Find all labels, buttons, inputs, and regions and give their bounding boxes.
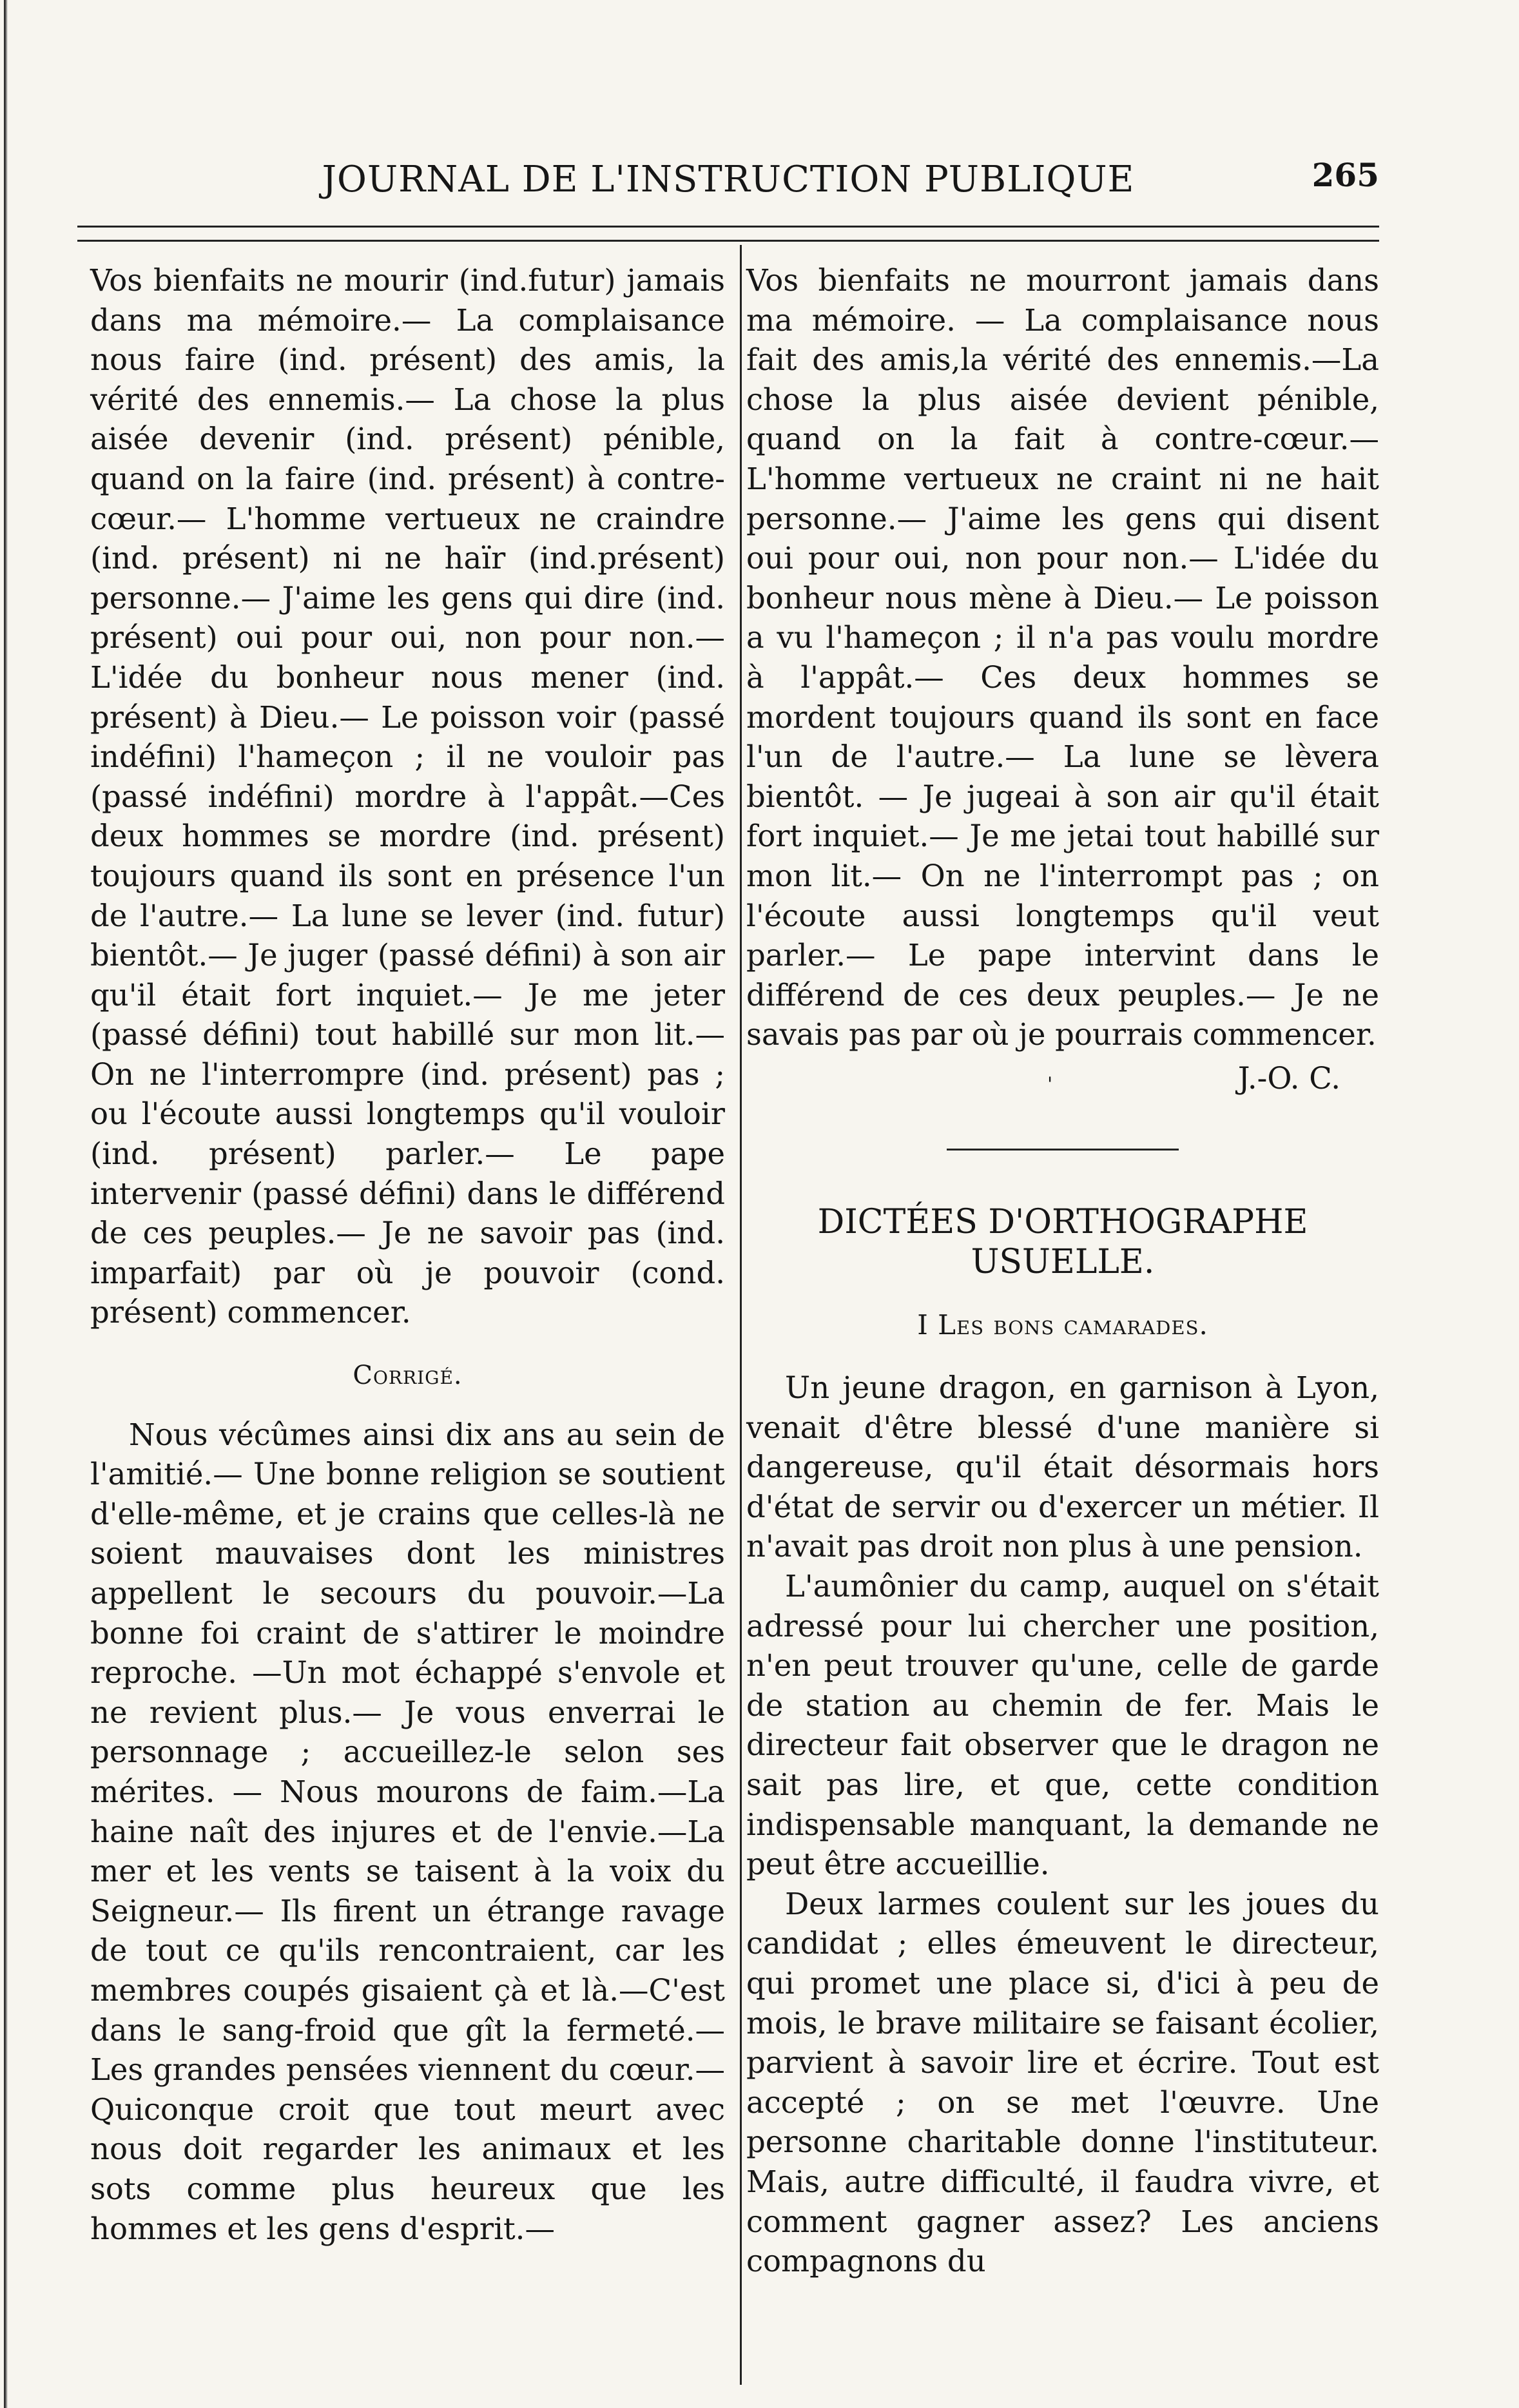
answer-text: Vos bienfaits ne mourront jamais dans ma mémoire. — La complaisance nous fait des amis,la vérité des ennemis.—La chose la plus aisée devient pénible, quand on la fait à contre-cœur.— L'homme vertueux ne craint ni ne hait personne.— J'aime les gens qui disent oui pour oui, non pour non.— L'idée du bonheur nous mène à Dieu.— Le poisson a vu l'hameçon ; il n'a pas voulu mordre à l'appât.— Ces deux hommes se mordent toujours quand ils sont en face l'un de l'autre.— La lune se lèvera bientôt. — Je jugeai à son air qu'il était fort inquiet.— Je me jetai tout habillé sur mon lit.— On ne l'interrompt pas ; on l'écoute aussi longtemps qu'il veut parler.— Le pape intervint dans le différend de ces deux peuples.— Je ne savais pas par où je pourrais commencer. (746, 263, 1379, 1053)
section-title-line2: USUELLE. (971, 1243, 1155, 1282)
signature: J.-O. C. (1237, 1060, 1340, 1096)
column-divider (740, 245, 742, 2385)
page-header (77, 153, 1379, 211)
corrige-text: Nous vécûmes ainsi dix ans au sein de l'amitié.— Une bonne religion se soutient d'elle-même, et je crains que celles-là ne soient mauvaises dont les ministres appellent le secours du pouvoir.—La bonne foi craint de s'attirer le moindre reproche. —Un mot échappé s'envole et ne revient plus.— Je vous enverrai le personnage ; accueillez-le selon ses mérites. — Nous mourons de faim.—La haine naît des injures et de l'envie.—La mer et les vents se taisent à la voix du Seigneur.— Ils firent un étrange ravage de tout ce qu'ils rencontraient, car les membres coupés gisaient çà et là.—C'est dans le sang-froid que gît la fermeté.—Les grandes pensées viennent du cœur.— Quiconque croit que tout meurt avec nous doit regarder les animaux et les sots comme plus heureux que les hommes et les gens d'esprit.— (90, 1417, 725, 2246)
exercise-text: Vos bienfaits ne mourir (ind.futur) jamais dans ma mémoire.— La complaisance nous faire (ind. présent) des amis, la vérité des ennemis.— La chose la plus aisée devenir (ind. présent) pénible, quand on la faire (ind. présent) à contre-cœur.— L'homme vertueux ne craindre (ind. présent) ni ne haïr (ind.présent) personne.— J'aime les gens qui dire (ind. présent) oui pour oui, non pour non.—L'idée du bonheur nous mener (ind. présent) à Dieu.— Le poisson voir (passé indéfini) l'hameçon ; il ne vouloir pas (passé indéfini) mordre à l'appât.—Ces deux hommes se mordre (ind. présent) toujours quand ils sont en présence l'un de l'autre.— La lune se lever (ind. futur) bientôt.— Je juger (passé défini) à son air qu'il était fort inquiet.— Je me jeter (passé défini) tout habillé sur mon lit.— On ne l'interrompre (ind. présent) pas ; ou l'écoute aussi longtemps qu'il vouloir (ind. présent) parler.— Le pape intervenir (passé défini) dans le différend de ces peuples.— Je ne savoir pas (ind. imparfait) par où je pouvoir (cond. présent) commencer. (90, 263, 725, 1330)
right-column (746, 261, 1379, 2282)
stray-mark: ' (1047, 1073, 1053, 1096)
subsection-title: I Les bons camarades. (917, 1309, 1208, 1341)
paragraph-1: Un jeune dragon, en garnison à Lyon, venait d'être blessé d'une manière si dangereuse, qu'il était désormais hors d'état de servir ou d'exercer un métier. Il n'avait pas droit non plus à une pension. (746, 1370, 1379, 1564)
header-rule-top (77, 226, 1379, 228)
running-title: JOURNAL DE L'INSTRUCTION PUBLIQUE (322, 159, 1135, 200)
page-number: 265 (1311, 156, 1379, 194)
paragraph-2: L'aumônier du camp, auquel on s'était adressé pour lui chercher une position, n'en peut trouver qu'une, celle de garde de station au chemin de fer. Mais le directeur fait observer que le dragon ne sait pas lire, et que, cette condition indispensable manquant, la demande ne peut être accueillie. (746, 1569, 1379, 1882)
left-column (90, 261, 725, 2249)
header-rule-bottom (77, 240, 1379, 242)
paragraph-3: Deux larmes coulent sur les joues du candidat ; elles émeuvent le directeur, qui promet une place si, d'ici à peu de mois, le brave militaire se faisant écolier, parvient à savoir lire et écrire. Tout est accepté ; on se met l'œuvre. Une personne charitable donne l'instituteur. Mais, autre difficulté, il faudra vivre, et comment gagner assez? Les anciens compagnons du (746, 1886, 1379, 2279)
section-title-line1: DICTÉES D'ORTHOGRAPHE (817, 1203, 1308, 1242)
page-edge (4, 0, 8, 2408)
corrige-heading: Corrigé. (353, 1361, 463, 1391)
section-separator (947, 1149, 1179, 1151)
section-title (746, 1202, 1379, 1282)
